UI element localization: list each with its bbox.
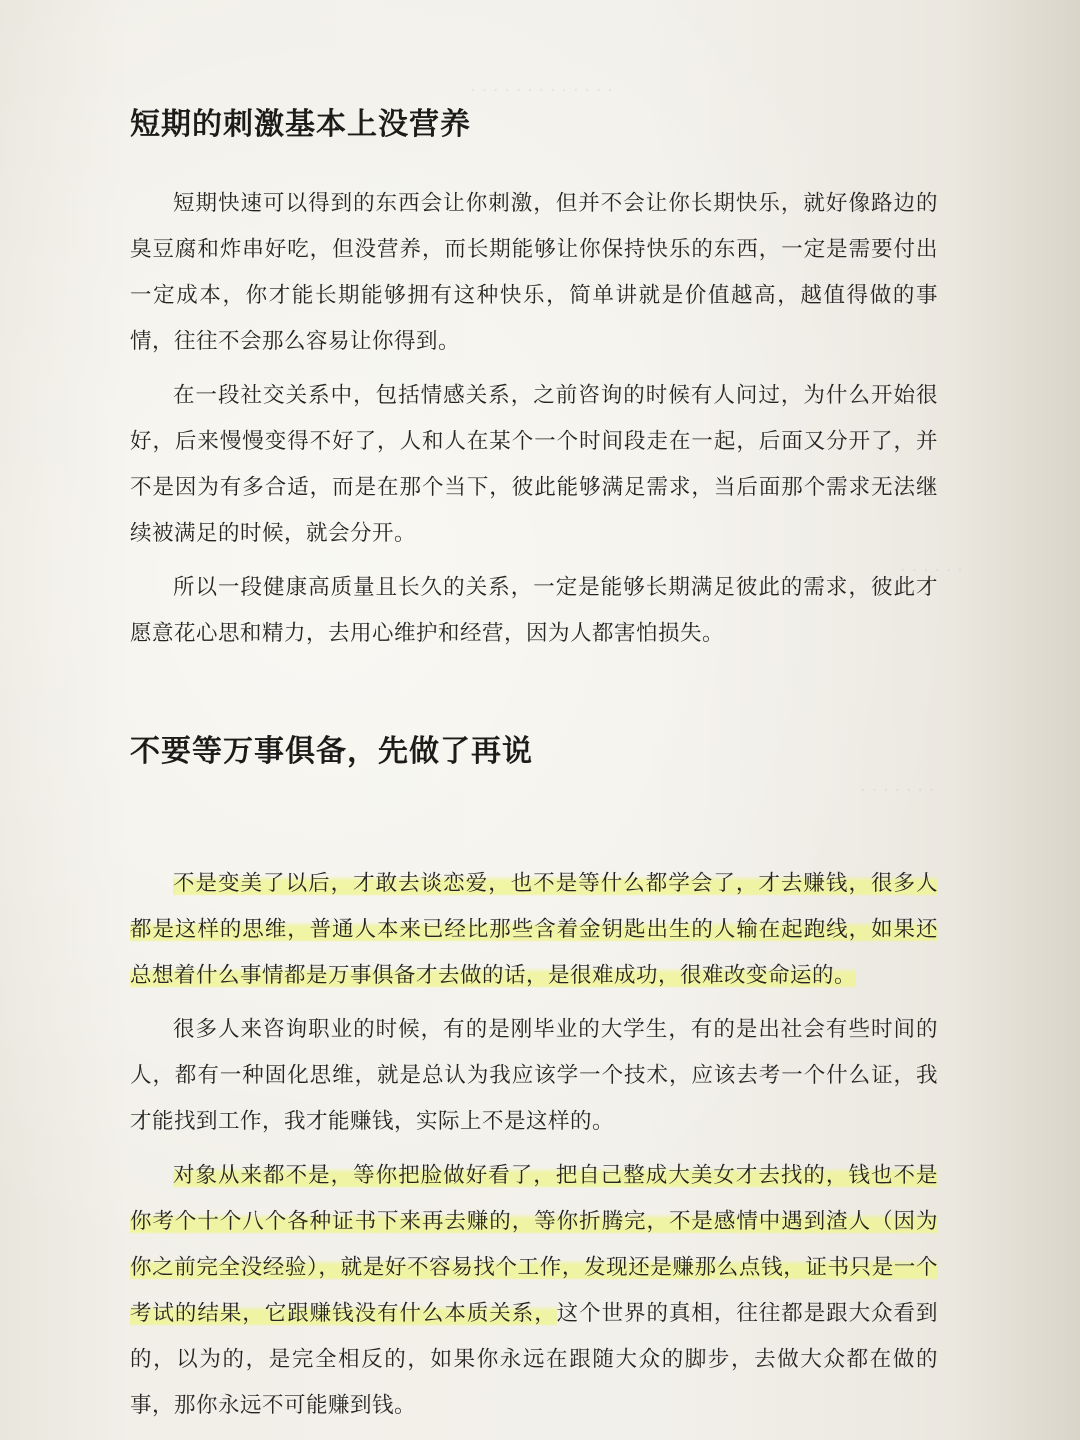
highlighted-text: 不是变美了以后，才敢去谈恋爱，也不是等什么都学会了，才去赚钱，很多人都是这样的思维，普通人本来已经比那些含着金钥匙出生的人输在起跑线，如果还总想着什么事情都是万事俱备才去做的话，是很难成功，很难改变命运的。 — [130, 871, 938, 988]
bleed-through-text: · · · · · · · — [860, 780, 935, 801]
bleed-through-text: · · · · · · — [900, 560, 963, 581]
paragraph: 短期快速可以得到的东西会让你刺激，但并不会让你长期快乐，就好像路边的臭豆腐和炸串好吃，但没营养，而长期能够让你保持快乐的东西，一定是需要付出一定成本，你才能长期能够拥有这种快乐，简单讲就是价值越高，越值得做的事情，往往不会那么容易让你得到。 — [130, 191, 938, 354]
section-body-short-term-stimulation — [130, 181, 938, 665]
paragraph: 所以一段健康高质量且长久的关系，一定是能够长期满足彼此的需求，彼此才愿意花心思和精力，去用心维护和经营，因为人都害怕损失。 — [130, 575, 938, 646]
paragraph-highlighted — [130, 861, 938, 999]
section-heading-short-term-stimulation: 短期的刺激基本上没营养 — [130, 107, 471, 142]
paragraph-partially-highlighted — [130, 1153, 938, 1429]
paragraph: 在一段社交关系中，包括情感关系，之前咨询的时候有人问过，为什么开始很好，后来慢慢变得不好了，人和人在某个一个时间段走在一起，后面又分开了，并不是因为有多合适，而是在那个当下，彼此能够满足需求，当后面那个需求无法继续被满足的时候，就会分开。 — [130, 383, 938, 546]
paragraph-text: 这个世界的真相，往往都是跟大众看到的，以为的，是完全相反的，如果你永远在跟随大众的脚步，去做大众都在做的事，那你永远不可能赚到钱。 — [130, 1301, 938, 1418]
highlighted-text: 对象从来都不是，等你把脸做好看了，把自己整成大美女才去找的，钱也不是你考个十个八个各种证书下来再去赚的，等你折腾完，不是感情中遇到渣人（因为你之前完全没经验），就是好不容易找个工作，发现还是赚那么点钱，证书只是一个考试的结果，它跟赚钱没有什么本质关系， — [130, 1163, 938, 1326]
paragraph: 很多人来咨询职业的时候，有的是刚毕业的大学生，有的是出社会有些时间的人，都有一种固化思维，就是总认为我应该学一个技术，应该去考一个什么证，我才能找到工作，我才能赚钱，实际上不是这样的。 — [130, 1017, 938, 1134]
section-body-just-start — [130, 861, 938, 1437]
bleed-through-text: · · · · · · · · · · · · · — [470, 80, 614, 101]
section-heading-just-start: 不要等万事俱备，先做了再说 — [130, 734, 533, 769]
